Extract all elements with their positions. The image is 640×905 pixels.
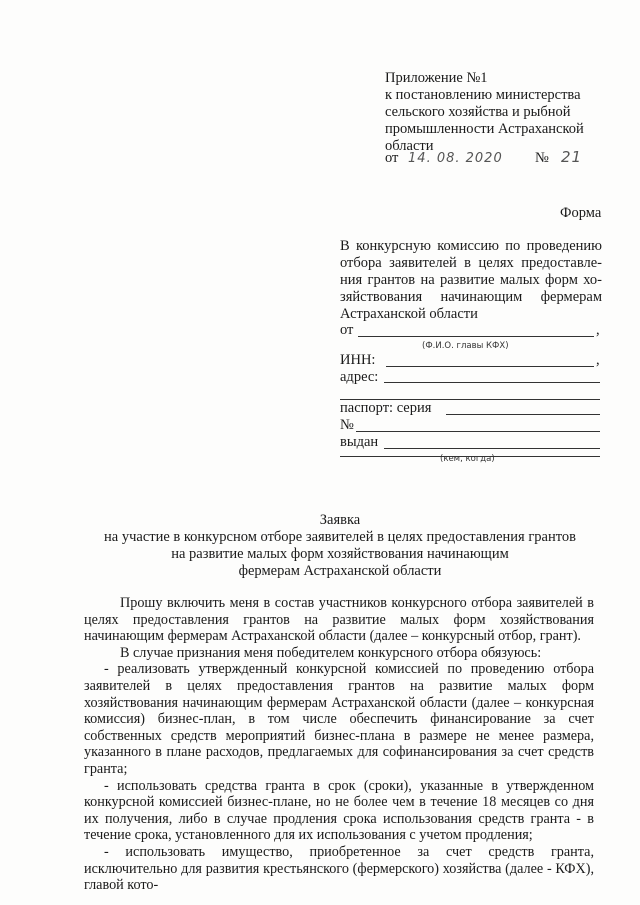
date-prefix: от <box>385 150 399 166</box>
passport-number-label: № <box>340 417 354 433</box>
form-label: Форма <box>560 205 602 221</box>
appendix-line: Приложение №1 <box>385 70 488 86</box>
body-paragraph: - использовать имущество, приобретенное за счет средств гранта, исключительно для развития крестьянского (фермерского) хозяйства (далее - КФХ), главой кото- <box>84 843 594 894</box>
address-fill-line[interactable] <box>384 382 600 383</box>
appendix-date-row <box>385 150 615 167</box>
passport-number-fill-line[interactable] <box>356 431 600 432</box>
addressee-text: В конкурсную комиссию по проведению отбора заявителей в целях предоставле-ния грантов на развитие малых форм хо-зяйствования начинающим фермерам Астраханской области <box>340 238 602 322</box>
title-line: фермерам Астраханской области <box>238 563 442 579</box>
passport-series-fill-line[interactable] <box>446 414 600 415</box>
title-line: на развитие малых форм хозяйствования начинающим <box>171 546 509 562</box>
from-hint: (Ф.И.О. главы КФХ) <box>422 341 509 351</box>
body-paragraph: Прошу включить меня в состав участников конкурсного отбора заявителей в целях предоставления грантов на развитие малых форм хозяйствования начинающим фермерам Астраханской области (далее – конкурсный отбор, грант). <box>84 595 594 645</box>
handwritten-date: 14. 08. 2020 <box>408 151 503 166</box>
address-label: адрес: <box>340 369 379 385</box>
appendix-line: области <box>385 138 434 154</box>
body-paragraph: - использовать средства гранта в срок (сроки), указанные в утвержденном конкурсной комиссией бизнес-плане, но не более чем в течение 18 месяцев со дня их получения, либо в случае продления срока использования средств гранта - в течение срока, установленного для их использования с учетом продления; <box>84 777 594 844</box>
application-body <box>84 595 594 894</box>
issued-label: выдан <box>340 434 379 450</box>
appendix-line: к постановлению министерства <box>385 87 581 103</box>
passport-label: паспорт: серия <box>340 400 432 416</box>
issued-fill-line[interactable] <box>384 448 600 449</box>
comma: , <box>596 352 600 368</box>
inn-fill-line[interactable] <box>386 366 594 367</box>
number-sign: № <box>535 150 549 166</box>
comma: , <box>596 322 600 338</box>
issued-hint: (кем, когда) <box>440 454 495 464</box>
application-title <box>60 512 620 580</box>
handwritten-number: 21 <box>561 148 583 166</box>
title-line: на участие в конкурсном отборе заявителей в целях предоставления грантов <box>104 529 576 545</box>
body-paragraph: - реализовать утвержденный конкурсной комиссией по проведению отбора заявителей в целях предоставления грантов на развитие малых форм хозяйствования начинающим фермерам Астраханской области (далее – конкурсная комиссия) бизнес-план, в том числе обеспечить финансирование за счет собственных средств мероприятий бизнес-плана в размере не менее размера, указанного в плане расходов, предлагаемых для софинансирования за счет средств гранта; <box>84 661 594 777</box>
title-line: Заявка <box>319 512 361 528</box>
appendix-line: сельского хозяйства и рыбной <box>385 104 571 120</box>
appendix-line: промышленности Астраханской <box>385 121 584 137</box>
appendix-header <box>385 70 615 155</box>
address-row <box>340 369 602 386</box>
from-fill-line[interactable] <box>358 336 594 337</box>
body-paragraph: В случае признания меня победителем конкурсного отбора обязуюсь: <box>120 644 542 661</box>
inn-label: ИНН: <box>340 352 376 368</box>
from-label: от <box>340 322 354 338</box>
